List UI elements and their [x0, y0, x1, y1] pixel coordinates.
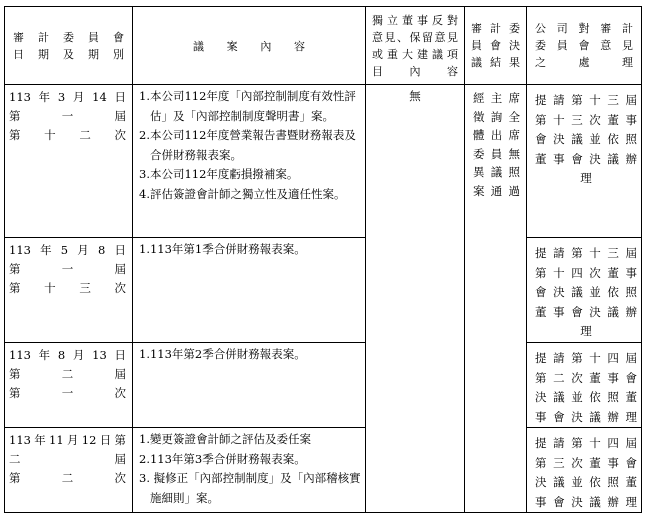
- row-2-handling: [527, 238, 642, 343]
- resolution-line: 案通過: [473, 183, 520, 198]
- header-row: [5, 7, 642, 85]
- table-row: [5, 238, 642, 343]
- handling-line: 提請第十四屆: [535, 436, 637, 450]
- date-text: 113年3月14日: [9, 90, 126, 104]
- date-text: 113年8月13日: [9, 348, 126, 362]
- handling-line: 提請第十四屆: [535, 351, 637, 365]
- header-opinion-line-4: 目內容: [372, 64, 458, 78]
- header-handling-line-1: 公司對審計: [535, 22, 633, 35]
- resolution-line: 徵詢全: [473, 109, 520, 124]
- independent-opinion-text: 無: [409, 89, 421, 103]
- handling-line: 理: [580, 324, 592, 338]
- row-3-motions: [133, 343, 366, 428]
- header-company-handling: [527, 7, 642, 85]
- term-text: 二屆: [9, 452, 126, 466]
- motion-item: 3.本公司112年度虧損撥補案。: [139, 167, 299, 181]
- session-text: 第二次: [9, 471, 126, 485]
- header-motion-content: [133, 7, 366, 85]
- motion-item: 1.本公司112年度「內部控制制度有效性評估」及「內部控制制度聲明書」案。: [139, 89, 356, 123]
- header-date-line-1: 審計委員會: [13, 30, 124, 44]
- row-3-date: [5, 343, 133, 428]
- date-text: 113年11月12日第: [9, 433, 126, 447]
- resolution-line: 經主席: [473, 91, 520, 105]
- row-1-date: [5, 85, 133, 238]
- term-text: 第一屆: [9, 262, 126, 276]
- resolution-line: 體出席: [473, 128, 520, 142]
- handling-line: 理: [580, 171, 592, 185]
- row-2-date: [5, 238, 133, 343]
- handling-line: 事會決議辦理: [535, 409, 637, 424]
- row-1-handling: [527, 85, 642, 238]
- header-date-session: [5, 7, 133, 85]
- row-3-handling: [527, 343, 642, 428]
- resolution-cell: [465, 85, 527, 513]
- audit-committee-table: [4, 6, 642, 513]
- row-4-handling: [527, 428, 642, 513]
- handling-line: 第三次董事會: [535, 455, 637, 470]
- handling-line: 決議並依照董: [535, 475, 637, 489]
- motion-item: 1.113年第1季合併財務報表案。: [139, 242, 306, 256]
- handling-line: 第十三次董事: [535, 112, 637, 127]
- table-row: [5, 343, 642, 428]
- handling-line: 決議並依照董: [535, 390, 637, 404]
- header-opinion-line-1: 獨立董事反對: [372, 13, 458, 27]
- table-row: [5, 85, 642, 238]
- row-2-motions: [133, 238, 366, 343]
- term-text: 第二屆: [9, 367, 126, 381]
- independent-opinion-cell: [366, 85, 465, 513]
- handling-line: 董事會決議辦: [535, 151, 637, 166]
- date-text: 113年5月8日: [9, 243, 126, 257]
- header-date-line-2: 日期及期別: [13, 47, 124, 61]
- header-independent-opinion: [366, 7, 465, 85]
- handling-line: 提請第十三屆: [535, 93, 637, 107]
- session-text: 第一次: [9, 386, 126, 400]
- motion-item: 2.113年第3季合併財務報表案。: [139, 451, 306, 466]
- handling-line: 會決議並依照: [535, 285, 637, 299]
- header-opinion-line-3: 或重大建議項: [372, 47, 458, 61]
- header-resolution: [465, 7, 527, 85]
- handling-line: 第十四次董事: [535, 265, 637, 280]
- header-handling-line-2: 委員會意見: [535, 39, 633, 52]
- handling-line: 第二次董事會: [535, 370, 637, 385]
- term-text: 第一屆: [9, 109, 126, 123]
- header-motion-text: 議案內容: [193, 39, 305, 53]
- handling-line: 會決議並依照: [535, 132, 637, 146]
- row-4-motions: [133, 428, 366, 513]
- header-opinion-line-2: 意見、保留意見: [372, 30, 458, 44]
- handling-line: 提請第十三屆: [535, 246, 637, 260]
- header-resolution-line-1: 審計委: [471, 22, 520, 35]
- motion-item: 1.變更簽證會計師之評估及委任案: [139, 432, 311, 446]
- motion-item: 1.113年第2季合併財務報表案。: [139, 347, 306, 361]
- resolution-line: 委員無: [473, 146, 520, 161]
- header-resolution-line-2: 員會決: [471, 39, 520, 52]
- handling-line: 董事會決議辦: [535, 304, 637, 319]
- session-text: 第十二次: [9, 128, 126, 142]
- header-resolution-line-3: 議結果: [471, 56, 520, 69]
- row-4-date: [5, 428, 133, 513]
- header-handling-line-3: 之處理: [535, 56, 633, 69]
- motion-item: 3. 擬修正「內部控制制度」及「內部稽核實施細則」案。: [139, 471, 361, 505]
- session-text: 第十三次: [9, 281, 126, 295]
- motion-item: 4.評估簽證會計師之獨立性及適任性案。: [139, 186, 346, 201]
- motion-item: 2.本公司112年度營業報告書暨財務報表及合併財務報表案。: [139, 128, 356, 162]
- table-row: [5, 428, 642, 513]
- row-1-motions: [133, 85, 366, 238]
- handling-line: 事會決議辦理: [535, 494, 637, 509]
- resolution-line: 異議照: [473, 165, 520, 179]
